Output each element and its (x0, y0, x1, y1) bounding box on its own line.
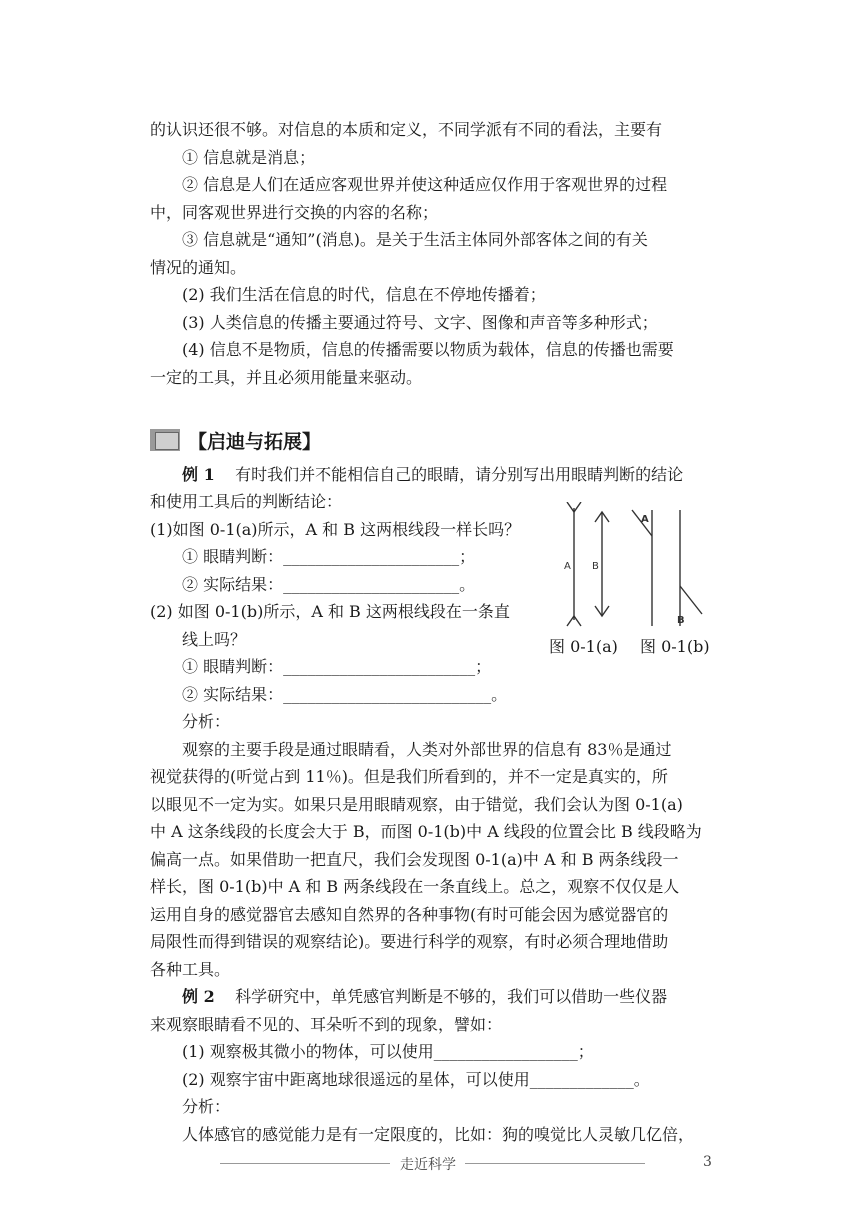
analysis-line: 视觉获得的(听觉占到 11％)。但是我们所看到的，并不一定是真实的，所 (150, 767, 668, 786)
analysis-line: 运用自身的感觉器官去感知自然界的各种事物(有时可能会因为感觉器官的 (150, 905, 669, 924)
example2-analysis-label: 分析： (182, 1097, 231, 1116)
analysis-line: 以眼见不一定为实。如果只是用眼睛观察，由于错觉，我们会认为图 0-1(a) (150, 795, 683, 814)
body-text-line: 一定的工具，并且必须用能量来驱动。 (150, 368, 423, 387)
example1-intro-line2: 和使用工具后的判断结论： (150, 492, 343, 511)
analysis-line: 中 A 这条线段的长度会大于 B，而图 0-1(b)中 A 线段的位置会比 B 线段略为 (150, 822, 702, 841)
body-text-line: (2) 我们生活在信息的时代，信息在不停地传播着； (182, 285, 546, 304)
analysis-line: 样长，图 0-1(b)中 A 和 B 两条线段在一条直线上。总之，观察不仅仅是人 (150, 877, 680, 896)
analysis-label: 分析： (182, 712, 231, 731)
figure-b-caption: 图 0-1(b) (640, 637, 710, 656)
example1-q2: (2) 如图 0-1(b)所示，A 和 B 这两根线段在一条直 (150, 602, 510, 621)
example1-q2-actual: ② 实际结果：__________________________。 (182, 685, 508, 704)
example2-q1: (1) 观察极其微小的物体，可以使用__________________； (182, 1042, 594, 1061)
example1-q2-eye: ① 眼睛判断：________________________； (182, 657, 492, 676)
example2-label: 例 2 (182, 987, 215, 1006)
page-number: 3 (703, 1154, 712, 1170)
body-text-line: 中，同客观世界进行交换的内容的名称； (150, 203, 439, 222)
example1-q1-actual: ② 实际结果：______________________。 (182, 575, 476, 594)
figure-0-1a (556, 502, 626, 627)
example2-q2: (2) 观察宇宙中距离地球很遥远的星体，可以使用_____________。 (182, 1070, 650, 1089)
footer-rule-left (220, 1163, 390, 1164)
body-text-line: 情况的通知。 (150, 258, 247, 277)
example2-analysis-text: 人体感官的感觉能力是有一定限度的，比如：狗的嗅觉比人灵敏几亿倍， (182, 1125, 695, 1144)
footer-rule-right (465, 1163, 645, 1164)
figure-b-label-b: B (677, 615, 685, 626)
section-title: 【启迪与拓展】 (188, 430, 322, 453)
figure-b-label-a: A (641, 514, 649, 525)
example1-q2-line2: 线上吗？ (182, 630, 247, 649)
analysis-line: 观察的主要手段是通过眼睛看，人类对外部世界的信息有 83％是通过 (182, 740, 672, 759)
body-text-line: ③ 信息就是“通知”(消息)。是关于生活主体同外部客体之间的有关 (182, 230, 648, 249)
figure-a-label-a: A (564, 561, 571, 572)
footer-title: 走近科学 (400, 1157, 456, 1173)
analysis-line: 各种工具。 (150, 960, 231, 979)
body-text-line: ② 信息是人们在适应客观世界并使这种适应仅作用于客观世界的过程 (182, 175, 668, 194)
figure-0-1b (630, 502, 710, 627)
figure-a-caption: 图 0-1(a) (549, 637, 618, 656)
example1-intro (182, 463, 683, 487)
example1-intro-text: 有时我们并不能相信自己的眼睛，请分别写出用眼睛判断的结论 (235, 465, 684, 484)
body-text-line: ① 信息就是消息； (182, 148, 316, 167)
example1-q1: (1)如图 0-1(a)所示，A 和 B 这两根线段一样长吗？ (150, 520, 521, 539)
analysis-line: 偏高一点。如果借助一把直尺，我们会发现图 0-1(a)中 A 和 B 两条线段一 (150, 850, 679, 869)
body-text-line: (4) 信息不是物质，信息的传播需要以物质为载体，信息的传播也需要 (182, 340, 674, 359)
example1-label: 例 1 (182, 465, 215, 484)
analysis-line: 局限性而得到错误的观察结论)。要进行科学的观察，有时必须合理地借助 (150, 932, 669, 951)
section-icon (150, 427, 184, 453)
example2-intro (182, 985, 667, 1009)
example1-q1-eye: ① 眼睛判断：______________________； (182, 547, 476, 566)
body-text-line: (3) 人类信息的传播主要通过符号、文字、图像和声音等多种形式； (182, 313, 658, 332)
figure-a-label-b: B (592, 561, 599, 572)
body-text-line: 的认识还很不够。对信息的本质和定义，不同学派有不同的看法，主要有 (150, 120, 663, 139)
example2-intro-text: 科学研究中，单凭感官判断是不够的，我们可以借助一些仪器 (235, 987, 668, 1006)
example2-intro-line2: 来观察眼睛看不见的、耳朵听不到的现象，譬如： (150, 1015, 503, 1034)
segment-b (680, 586, 702, 614)
section-heading (150, 425, 321, 455)
